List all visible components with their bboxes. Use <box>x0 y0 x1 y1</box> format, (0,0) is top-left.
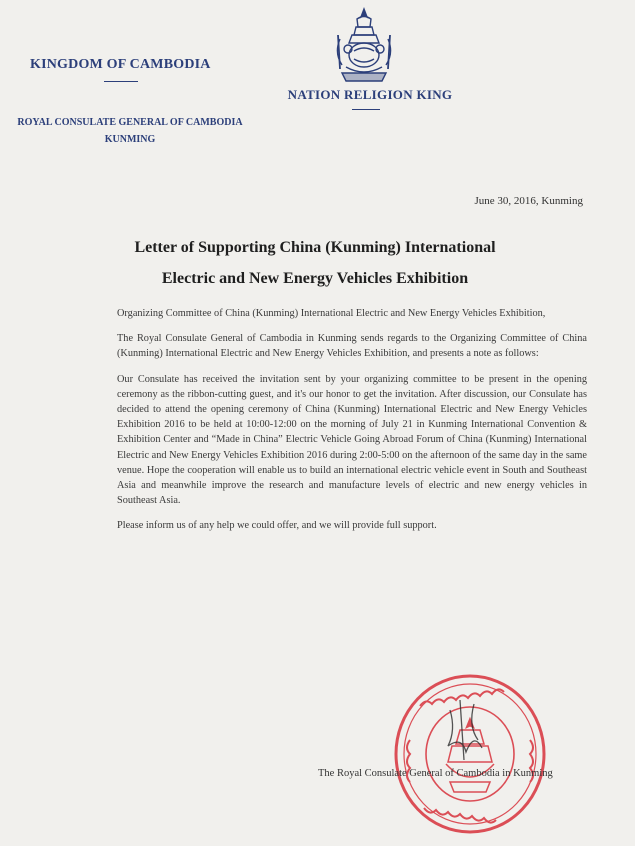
kingdom-divider <box>104 81 138 82</box>
letter-body <box>117 306 587 544</box>
closing-paragraph: Please inform us of any help we could offer, and we will provide full support. <box>117 520 437 532</box>
letter-title <box>60 232 570 294</box>
consulate-heading <box>6 114 254 148</box>
letter-date: June 30, 2016, Kunming <box>474 195 583 207</box>
royal-emblem-icon <box>326 5 402 85</box>
main-paragraph: Our Consulate has received the invitation sent by your organizing committee to be present in the opening ceremony as the ribbon-cutting guest, and it's our honor to get the invitation. After discussion, our Consulate has decided to attend the opening ceremony of China (Kunming) International Electric and New Energy Vehicles Exhibition 2016 to be held at 10:00-12:00 on the morning of July 21 in Kunming International Convention & Exhibition Center and “Made in China” Electric Vehicle Going Abroad Forum of China (Kunming) International Electric and New Energy Vehicles Exhibition 2016 during 2:00-5:00 on the afternoon of the same day in the same venue. Hope the cooperation will enable us to build an international electric vehicle event in South and Southeast Asia and meanwhile improve the research and manufacture levels of electric and new energy vehicles in Southeast Asia. <box>117 373 587 507</box>
motto-divider <box>352 109 380 110</box>
motto-heading: NATION RELIGION KING <box>287 87 453 102</box>
intro-paragraph: The Royal Consulate General of Cambodia in Kunming sends regards to the Organizing Committee of China (Kunming) International Electric and New Energy Vehicles Exhibition, and presents a note as follows: <box>117 333 587 360</box>
kingdom-heading: KINGDOM OF CAMBODIA <box>30 57 211 72</box>
consulate-line-2: KUNMING <box>104 134 156 145</box>
salutation-paragraph: Organizing Committee of China (Kunming) International Electric and New Energy Vehicles Exhibition, <box>117 308 546 319</box>
consulate-line-1: ROYAL CONSULATE GENERAL OF CAMBODIA <box>17 117 243 128</box>
title-line-2: Electric and New Energy Vehicles Exhibition <box>161 270 469 287</box>
title-line-1: Letter of Supporting China (Kunming) International <box>134 239 496 256</box>
signature-line: The Royal Consulate General of Cambodia in Kunming <box>318 768 553 779</box>
official-seal-icon <box>390 670 550 838</box>
